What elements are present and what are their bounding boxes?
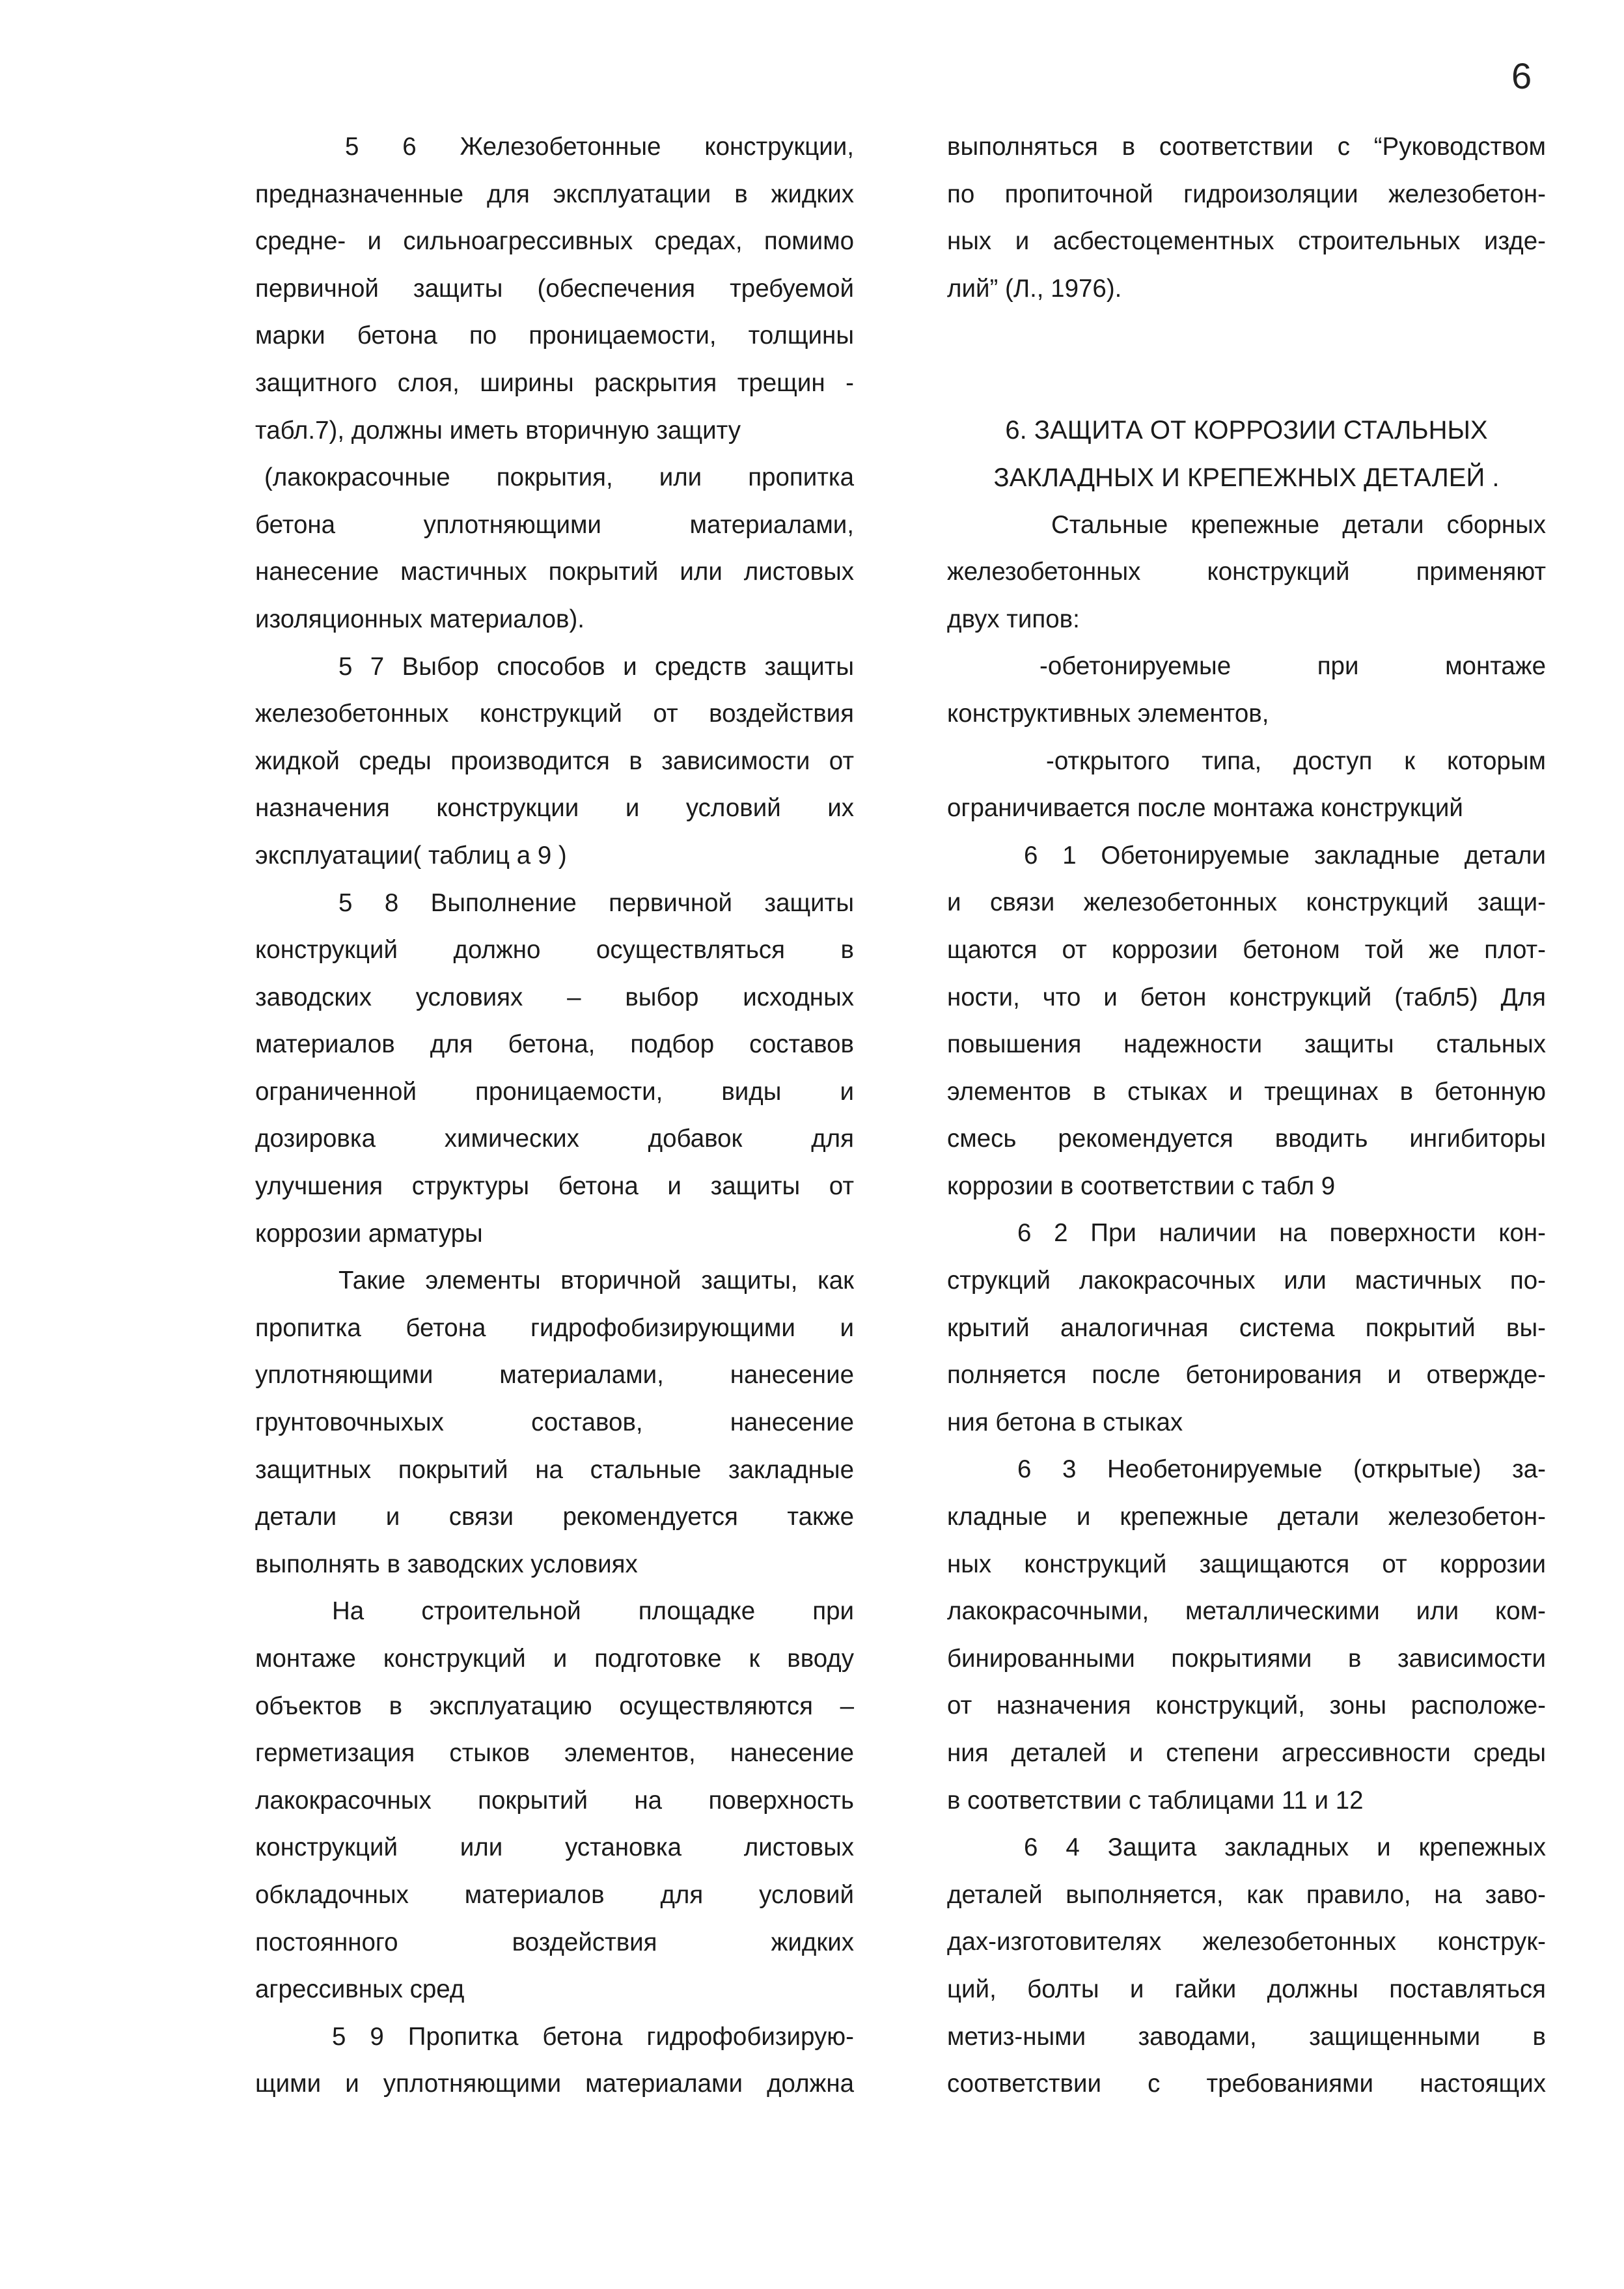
text-line: 6 3 Необетонируемые (открытые) за-: [1017, 1455, 1546, 1484]
text-line: крытий аналогичная система покрытий вы-: [947, 1313, 1546, 1342]
text-line: конструкций или установка листовых: [255, 1833, 854, 1862]
text-line: табл.7), должны иметь вторичную защиту: [255, 416, 741, 445]
text-line: и связи железобетонных конструкций защи-: [947, 888, 1546, 917]
text-line: ций, болты и гайки должны поставляться: [947, 1975, 1546, 2003]
text-line: элементов в стыках и трещинах в бетонную: [947, 1077, 1546, 1106]
text-line: соответствии с требованиями настоящих: [947, 2070, 1546, 2098]
right-column-intro: [947, 124, 1546, 312]
text-line: объектов в эксплуатацию осуществляются –: [255, 1692, 854, 1720]
text-line: ограничивается после монтажа конструкций: [947, 794, 1463, 823]
text-line: 5 8 Выполнение первичной защиты: [338, 888, 854, 917]
text-line: выполняться в соответствии с “Руководством: [947, 133, 1546, 161]
text-line: назначения конструкции и условий их: [255, 794, 854, 823]
text-line: предназначенные для эксплуатации в жидких: [255, 180, 854, 208]
text-line: защитных покрытий на стальные закладные: [255, 1455, 854, 1484]
text-line: марки бетона по проницаемости, толщины: [255, 322, 854, 350]
text-line: обкладочных материалов для условий: [255, 1880, 854, 1909]
text-line: (лакокрасочные покрытия, или пропитка: [264, 463, 854, 492]
text-line: ния бетона в стыках: [947, 1408, 1183, 1436]
text-line: в соответствии с таблицами 11 и 12: [947, 1786, 1364, 1815]
text-line: щаются от коррозии бетоном той же плот-: [947, 935, 1546, 964]
text-line: 6 4 Защита закладных и крепежных: [1024, 1833, 1546, 1862]
text-line: жидкой среды производится в зависимости от: [255, 747, 854, 775]
text-line: по пропиточной гидроизоляции железобетон-: [947, 180, 1546, 208]
text-line: железобетонных конструкций применяют: [947, 558, 1546, 586]
text-line: ных конструкций защищаются от коррозии: [947, 1550, 1546, 1578]
text-line: защитного слоя, ширины раскрытия трещин -: [255, 368, 854, 397]
text-line: средне- и сильноагрессивных средах, помимо: [255, 227, 854, 256]
text-line: грунтовочныхых составов, нанесение: [255, 1408, 854, 1437]
text-line: метиз-ными заводами, защищенными в: [947, 2022, 1546, 2051]
text-line: кладные и крепежные детали железобетон-: [947, 1503, 1546, 1531]
text-line: ности, что и бетон конструкций (табл5) Для: [947, 983, 1546, 1011]
text-line: детали и связи рекомендуется также: [255, 1503, 854, 1531]
text-line: 6 1 Обетонируемые закладные детали: [1024, 841, 1546, 870]
text-line: первичной защиты (обеспечения требуемой: [255, 274, 854, 303]
section-heading-line-2: ЗАКЛАДНЫХ И КРЕПЕЖНЫХ ДЕТАЛЕЙ .: [993, 463, 1500, 492]
page-number: 6: [1511, 55, 1532, 96]
text-line: ния деталей и степени агрессивности среды: [947, 1739, 1546, 1767]
text-line: -открытого типа, доступ к которым: [1046, 747, 1546, 775]
text-line: монтаже конструкций и подготовке к вводу: [255, 1645, 854, 1673]
text-line: ных и асбестоцементных строительных изде-: [947, 227, 1546, 256]
text-line: 5 7 Выбор способов и средств защиты: [338, 652, 854, 681]
text-line: эксплуатации( таблиц а 9 ): [255, 841, 567, 870]
text-line: железобетонных конструкций от воздействия: [255, 700, 854, 728]
text-line: агрессивных сред: [255, 1975, 465, 2004]
text-line: заводских условиях – выбор исходных: [255, 983, 854, 1011]
right-column: [947, 124, 1546, 2108]
text-line: лакокрасочными, металлическими или ком-: [947, 1597, 1546, 1626]
text-line: смесь рекомендуется вводить ингибиторы: [947, 1125, 1546, 1153]
text-line: дах-изготовителях железобетонных конструк-: [947, 1928, 1546, 1956]
text-line: конструктивных элементов,: [947, 699, 1269, 728]
right-column-body: [947, 502, 1546, 2108]
text-line: лий” (Л., 1976).: [947, 274, 1122, 303]
text-line: конструкций должно осуществляться в: [255, 936, 854, 965]
text-line: повышения надежности защиты стальных: [947, 1030, 1546, 1059]
text-line: пропитка бетона гидрофобизирующими и: [255, 1313, 854, 1342]
text-line: бетона уплотняющими материалами,: [255, 510, 854, 539]
text-line: изоляционных материалов).: [255, 605, 585, 633]
section-gap: [947, 312, 1546, 407]
text-line: ограниченной проницаемости, виды и: [255, 1077, 854, 1106]
text-line: от назначения конструкций, зоны расположе-: [947, 1692, 1546, 1720]
text-line: полняется после бетонирования и отвержде-: [947, 1361, 1546, 1390]
text-line: материалов для бетона, подбор составов: [255, 1030, 854, 1059]
text-line: коррозии в соответствии с табл 9: [947, 1172, 1336, 1200]
left-column: [255, 124, 854, 2108]
text-line: улучшения структуры бетона и защиты от: [255, 1172, 854, 1201]
text-line: двух типов:: [947, 605, 1080, 633]
text-line: дозировка химических добавок для: [255, 1125, 854, 1153]
text-line: выполнять в заводских условиях: [255, 1550, 638, 1578]
section-heading-line-1: 6. ЗАЩИТА ОТ КОРРОЗИИ СТАЛЬНЫХ: [1005, 416, 1488, 445]
text-line: постоянного воздействия жидких: [255, 1928, 854, 1956]
text-line: 5 9 Пропитка бетона гидрофобизирую-: [332, 2022, 854, 2051]
text-line: бинированными покрытиями в зависимости: [947, 1644, 1546, 1673]
text-line: Такие элементы вторичной защиты, как: [338, 1267, 854, 1295]
text-line: уплотняющими материалами, нанесение: [255, 1361, 854, 1390]
text-line: нанесение мастичных покрытий или листовых: [255, 558, 854, 586]
text-line: 6 2 При наличии на поверхности кон-: [1017, 1219, 1546, 1248]
text-line: лакокрасочных покрытий на поверхность: [255, 1786, 854, 1815]
text-line: -обетонируемые при монтаже: [1039, 652, 1546, 681]
text-line: струкций лакокрасочных или мастичных по-: [947, 1267, 1546, 1295]
text-line: герметизация стыков элементов, нанесение: [255, 1739, 854, 1768]
text-line: коррозии арматуры: [255, 1219, 483, 1248]
text-line: щими и уплотняющими материалами должна: [255, 2070, 854, 2098]
text-line: На строительной площадке при: [332, 1597, 854, 1626]
text-line: Стальные крепежные детали сборных: [1051, 510, 1546, 539]
text-line: 5 6 Железобетонные конструкции,: [345, 133, 854, 161]
text-line: деталей выполняется, как правило, на заво-: [947, 1880, 1546, 1909]
